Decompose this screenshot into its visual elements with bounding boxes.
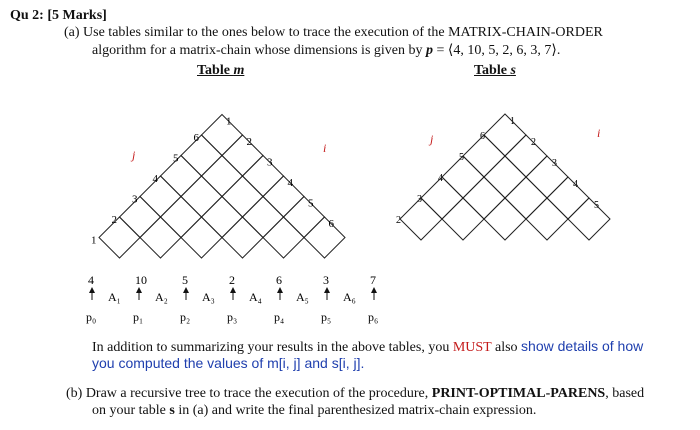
table-m-i-number: 3 bbox=[267, 156, 273, 169]
grid-cell bbox=[181, 217, 222, 258]
dimension-value: 7 bbox=[370, 273, 376, 287]
dimension-value: 4 bbox=[88, 273, 94, 287]
table-m-i-number: 5 bbox=[308, 197, 314, 210]
table-s-j-number: 3 bbox=[417, 194, 422, 205]
question-header: Qu 2: [5 Marks] bbox=[10, 8, 107, 23]
matrix-label: A₄ bbox=[249, 290, 262, 304]
table-m-i-number: 6 bbox=[328, 218, 334, 230]
table-m-j-number: 1 bbox=[91, 234, 97, 247]
grid-cell bbox=[505, 177, 547, 219]
grid-cell bbox=[463, 177, 505, 219]
must-text: MUST bbox=[452, 340, 492, 355]
matrix-label: A₁ bbox=[108, 290, 121, 304]
dimension-value: 2 bbox=[229, 273, 235, 287]
table-m-j-number: 5 bbox=[173, 152, 179, 165]
grid-cell bbox=[547, 177, 589, 219]
arrowhead-icon bbox=[136, 287, 142, 293]
table-m-j-number: 3 bbox=[132, 193, 138, 206]
table-s-i-number: 2 bbox=[531, 137, 536, 148]
table-m-title: Table m bbox=[197, 63, 245, 78]
arrowhead-icon bbox=[324, 287, 330, 293]
note-line-1: In addition to summarizing your results in the above tables, you MUST also show details of how bbox=[92, 338, 644, 355]
grid-cell bbox=[484, 156, 526, 198]
p-label: p₅ bbox=[321, 310, 332, 324]
dimension-value: 3 bbox=[323, 273, 329, 287]
grid-cell bbox=[526, 156, 568, 198]
dimension-value: 6 bbox=[276, 273, 282, 287]
part-a-line-1: (a) Use tables similar to the ones below to trace the execution of the MATRIX-CHAIN-ORDER bbox=[64, 25, 603, 40]
p-label: p₆ bbox=[368, 310, 379, 324]
table-s-i-number: 3 bbox=[552, 158, 557, 169]
grid-cell bbox=[243, 197, 284, 238]
arrowhead-icon bbox=[230, 287, 236, 293]
table-m-i-number: 1 bbox=[226, 115, 232, 128]
grid-cell bbox=[181, 176, 222, 217]
grid-cell bbox=[202, 156, 243, 197]
grid-cell bbox=[484, 198, 526, 240]
grid-cell bbox=[243, 156, 284, 197]
matrix-label: A₆ bbox=[343, 290, 356, 304]
grid-cell bbox=[568, 198, 610, 240]
table-s-i-number: 5 bbox=[594, 200, 599, 211]
arrowhead-icon bbox=[89, 287, 95, 293]
table-m-i-number: 2 bbox=[246, 136, 252, 148]
grid-cell bbox=[202, 197, 243, 238]
grid-cell bbox=[263, 176, 304, 217]
table-s-j-number: 5 bbox=[459, 152, 464, 163]
part-b-line-1: (b) Draw a recursive tree to trace the execution of the procedure, PRINT-OPTIMAL-PARENS, based bbox=[66, 386, 645, 401]
part-a-line-2-prefix: algorithm for a matrix-chain whose dimensions is given by bbox=[92, 43, 426, 58]
table-s-i-label: i bbox=[597, 126, 601, 140]
grid-cell bbox=[222, 135, 263, 176]
grid-cell bbox=[140, 176, 181, 217]
table-m-j-number: 6 bbox=[193, 132, 199, 144]
arrowhead-icon bbox=[183, 287, 189, 293]
grid-cell bbox=[263, 217, 304, 258]
table-s-j-number: 4 bbox=[438, 173, 443, 184]
table-s-j-number: 6 bbox=[480, 131, 485, 142]
table-m-i-number: 4 bbox=[287, 177, 293, 189]
table-m-j-number: 2 bbox=[111, 214, 117, 226]
procedure-name: PRINT-OPTIMAL-PARENS bbox=[431, 386, 606, 401]
p-label: p₂ bbox=[180, 310, 191, 324]
grid-cell bbox=[161, 197, 202, 238]
matrix-label: A₂ bbox=[155, 290, 168, 304]
table-s-i-number: 1 bbox=[510, 116, 515, 127]
p-label: p₁ bbox=[133, 310, 144, 324]
note-blue-1: show details of how bbox=[521, 338, 644, 354]
p-label: p₀ bbox=[86, 310, 97, 324]
part-a-line-2-suffix: = ⟨4, 10, 5, 2, 6, 3, 7⟩. bbox=[433, 43, 561, 58]
grid-cell bbox=[526, 198, 568, 240]
note-line-2: you computed the values of m[i, j] and s[i, j]. bbox=[92, 355, 365, 371]
grid-cell bbox=[284, 197, 325, 238]
grid-cell bbox=[140, 217, 181, 258]
grid-cell bbox=[99, 217, 140, 258]
arrowhead-icon bbox=[277, 287, 283, 293]
grid-cell bbox=[484, 114, 526, 156]
table-m-j-label: j bbox=[132, 148, 136, 162]
arrowhead-icon bbox=[371, 287, 377, 293]
table-s-j-number: 2 bbox=[396, 215, 401, 226]
table-s-ref: s bbox=[169, 403, 175, 418]
grid-cell bbox=[202, 115, 243, 156]
table-m-j-number: 4 bbox=[152, 173, 158, 185]
dimension-value: 5 bbox=[182, 273, 188, 287]
grid-cell bbox=[222, 176, 263, 217]
p-label: p₃ bbox=[227, 310, 238, 324]
table-s-j-label: j bbox=[430, 132, 434, 146]
p-variable: p bbox=[426, 43, 433, 58]
grid-cell bbox=[505, 135, 547, 177]
grid-cell bbox=[222, 217, 263, 258]
grid-cell bbox=[442, 198, 484, 240]
part-b-line-2: on your table s in (a) and write the final parenthesized matrix-chain expression. bbox=[92, 403, 537, 418]
dimension-value: 10 bbox=[135, 273, 147, 287]
matrix-label: A₅ bbox=[296, 290, 309, 304]
matrix-label: A₃ bbox=[202, 290, 215, 304]
p-label: p₄ bbox=[274, 310, 285, 324]
grid-cell bbox=[304, 217, 345, 258]
table-m-i-label: i bbox=[323, 141, 327, 155]
grid-cell bbox=[161, 156, 202, 197]
grid-cell bbox=[181, 135, 222, 176]
grid-cell bbox=[120, 197, 161, 238]
table-s-title: Table s bbox=[474, 63, 516, 78]
table-s-i-number: 4 bbox=[573, 179, 578, 190]
